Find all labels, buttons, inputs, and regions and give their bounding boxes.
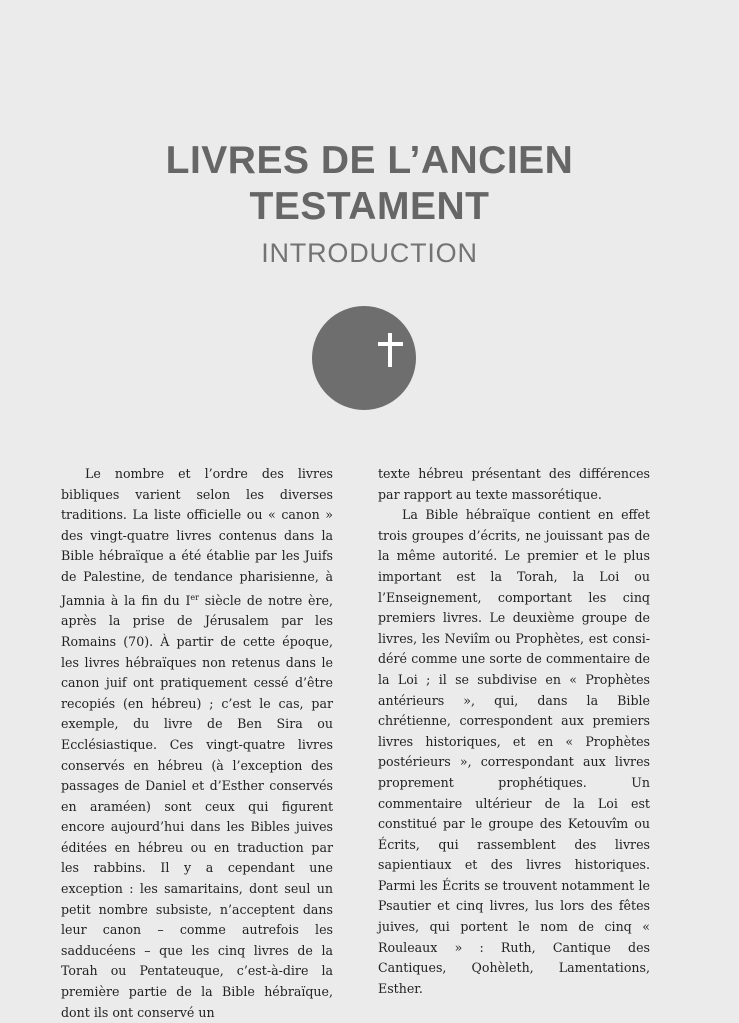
body-paragraph: Le nombre et l’ordre des livres bibliques varient selon les diverses traditions. La liste officielle ou « canon » des vingt-quatre livres contenus dans la Bible hébraïque a été établie par les Juifs de Palestine, de tendance pharisienne, à Jamnia à la fin du Ier siècle de notre ère, après la prise de Jérusalem par les Romains (70). À partir de cette époque, les livres hébraïques non retenus dans le canon juif ont pratiquement cessé d’être recopiés (en hébreu) ; c’est le cas, par exemple, du livre de Ben Sira ou Ecclésiastique. Ces vingt-quatre livres conservés en hébreu (à l’exception des passages de Daniel et d’Esther conservés en araméen) sont ceux qui figurent encore aujourd’hui dans les Bibles juives éditées en hébreu ou en traduction par les rabbins. Il y a cependant une exception : les samaritains, dont seul un petit nombre subsiste, n’acceptent dans leur canon – comme autrefois les sadducéens – que les cinq livres de la Torah ou Pentateuque, c’est-à-dire la première partie de la Bible hébraïque, dont ils ont conservé un <box>61 466 333 1020</box>
page-subtitle: INTRODUCTION <box>261 238 478 268</box>
page-title-line-1: LIVRES DE L’ANCIEN <box>165 139 574 182</box>
text-column-left <box>61 464 333 1023</box>
cross-emblem <box>312 306 416 410</box>
page-title-line-2: TESTAMENT <box>249 185 490 228</box>
body-paragraph: La Bible hébraïque contient en effet trois groupes d’écrits, ne jouissant pas de la même autorité. Le premier et le plus important est la Torah, la Loi ou l’Enseignement, comportant les cinq premiers livres. Le deuxième groupe de livres, les Neviîm ou Prophètes, est considéré comme une sorte de commentaire de la Loi ; il se subdivise en « Prophètes antérieurs », qui, dans la Bible chrétienne, correspondent aux premiers livres historiques, et en « Prophètes postérieurs », correspondant aux livres proprement prophétiques. Un commentaire ultérieur de la Loi est constitué par le groupe des Ketouvîm ou Écrits, qui rassemblent des livres sapientiaux et des livres historiques. Parmi les Écrits se trouvent notamment le Psautier et cinq livres, lus lors des fêtes juives, qui portent le nom de cinq « Rouleaux » : Ruth, Cantique des Cantiques, Qohèleth, Lamentations, Esther. <box>378 507 650 996</box>
text-column-right <box>378 464 650 999</box>
body-paragraph-continued: texte hébreu présentant des différences par rapport au texte massorétique. <box>378 466 650 502</box>
cross-icon <box>312 306 416 410</box>
